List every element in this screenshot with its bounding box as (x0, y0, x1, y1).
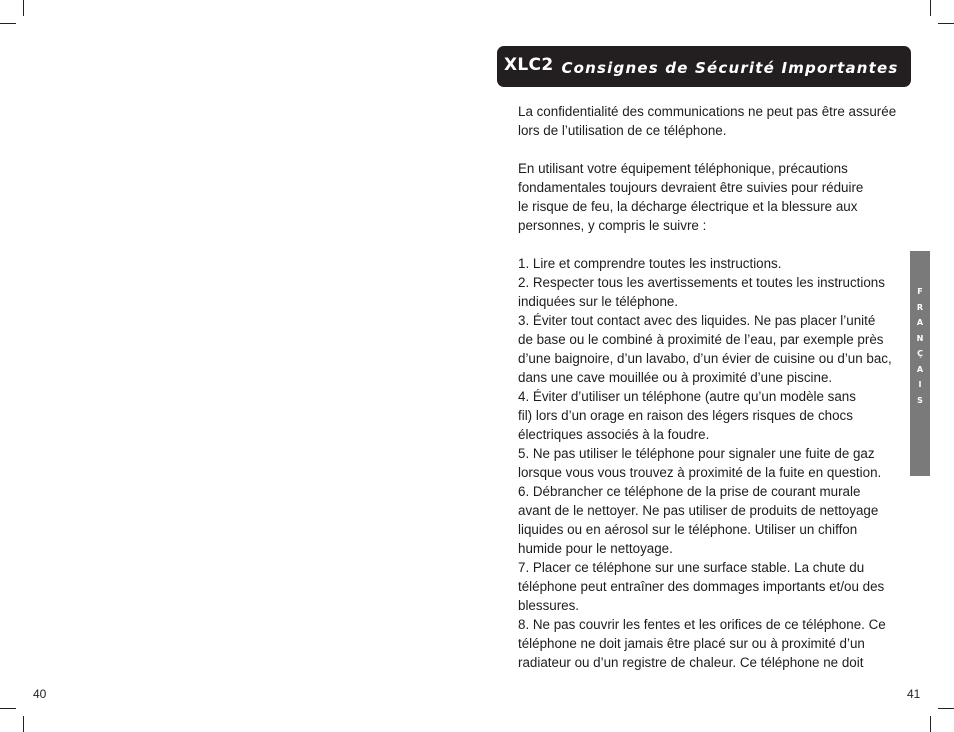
text-line: La confidentialité des communications ne peut pas être assurée (518, 104, 897, 119)
model-name: XLC2 (504, 54, 554, 75)
text-line: liquides ou en aérosol sur le téléphone. Utiliser un chiffon (518, 522, 858, 537)
instruction-item (518, 311, 918, 387)
section-header (497, 46, 911, 87)
intro-paragraph-2 (518, 159, 918, 235)
crop-mark (0, 23, 16, 24)
language-tab-letter: S (917, 395, 923, 405)
text-line: téléphone ne doit jamais être placé sur ou à proximité d’un (518, 636, 865, 651)
language-tab-letter: A (916, 364, 924, 374)
crop-mark (23, 716, 24, 732)
crop-mark (938, 708, 954, 709)
crop-mark (0, 708, 16, 709)
instruction-item (518, 254, 918, 273)
language-tab-letter: N (916, 333, 924, 343)
crop-mark (938, 23, 954, 24)
language-tab-letter: R (916, 302, 924, 312)
instruction-item (518, 444, 918, 482)
text-line: 5. Ne pas utiliser le téléphone pour signaler une fuite de gaz (518, 446, 875, 461)
text-line: 2. Respecter tous les avertissements et toutes les instructions (518, 275, 885, 290)
text-line: 8. Ne pas couvrir les fentes et les orifices de ce téléphone. Ce (518, 617, 886, 632)
crop-mark (930, 0, 931, 16)
text-line: lorsque vous vous trouvez à proximité de la fuite en question. (518, 465, 882, 480)
text-line: En utilisant votre équipement téléphonique, précautions (518, 161, 848, 176)
crop-mark (930, 716, 931, 732)
text-line: dans une cave mouillée ou à proximité d’une piscine. (518, 370, 833, 385)
text-line: 1. Lire et comprendre toutes les instructions. (518, 256, 782, 271)
text-line: indiquées sur le téléphone. (518, 294, 679, 309)
instruction-item (518, 482, 918, 558)
section-title: Consignes de Sécurité Importantes (561, 58, 899, 77)
safety-instructions-body (518, 102, 918, 672)
text-line: blessures. (518, 598, 580, 613)
text-line: le risque de feu, la décharge électrique et la blessure aux (518, 199, 858, 214)
text-line: fil) lors d’un orage en raison des légers risques de chocs (518, 408, 853, 423)
text-line: 7. Placer ce téléphone sur une surface stable. La chute du (518, 560, 865, 575)
text-line: radiateur ou d’un registre de chaleur. Ce téléphone ne doit (518, 655, 864, 670)
text-line: 3. Éviter tout contact avec des liquides. Ne pas placer l’unité (518, 313, 876, 328)
language-tab-letter: I (918, 380, 922, 389)
language-tab (910, 251, 930, 476)
text-line: téléphone peut entraîner des dommages importants et/ou des (518, 579, 885, 594)
text-line: électriques associés à la foudre. (518, 427, 710, 442)
text-line: avant de le nettoyer. Ne pas utiliser de produits de nettoyage (518, 503, 879, 518)
text-line: de base ou le combiné à proximité de l’eau, par exemple près (518, 332, 884, 347)
language-tab-letter: A (916, 318, 924, 327)
instruction-item (518, 273, 918, 311)
crop-mark (23, 0, 24, 16)
text-line: personnes, y compris le suivre : (518, 218, 707, 233)
page-number-left: 40 (33, 687, 47, 701)
text-line: fondamentales toujours devraient être suivies pour réduire (518, 180, 864, 195)
text-line: humide pour le nettoyage. (518, 541, 673, 556)
page-number-right: 41 (907, 687, 921, 701)
text-line: lors de l’utilisation de ce téléphone. (518, 123, 727, 138)
text-line: 6. Débrancher ce téléphone de la prise de courant murale (518, 484, 861, 499)
language-tab-letter: Ç (917, 349, 923, 358)
text-line: 4. Éviter d’utiliser un téléphone (autre qu’un modèle sans (518, 389, 856, 404)
language-tab-letter: F (917, 287, 923, 296)
text-line: d’une baignoire, d’un lavabo, d’un évier de cuisine ou d’un bac, (518, 351, 892, 366)
instruction-list (518, 254, 918, 672)
instruction-item (518, 558, 918, 615)
intro-paragraph-1 (518, 102, 918, 140)
instruction-item (518, 615, 918, 672)
instruction-item (518, 387, 918, 444)
